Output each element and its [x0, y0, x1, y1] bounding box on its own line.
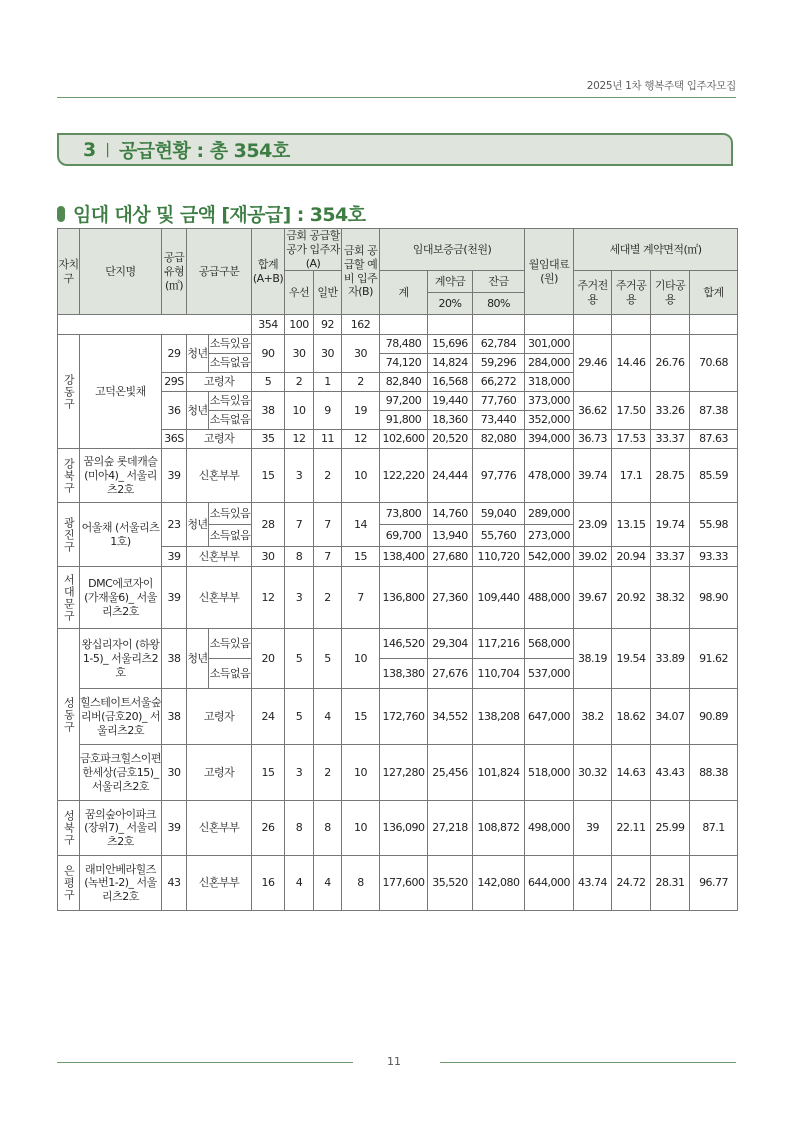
- header-gu: 자치구: [58, 229, 80, 315]
- section-separator: |: [105, 141, 110, 158]
- header-area-private: 주거전용: [574, 271, 612, 315]
- header-area-group: 세대별 계약면적(㎡): [574, 229, 738, 271]
- table-row: 강동구 고덕온빛채 29 청년 소득있음 90 30 30 30 78,480 15,696 62,784 301,000 29.46 14.46 26.76 70.68: [58, 335, 738, 354]
- footer-rule-left: [57, 1062, 353, 1063]
- table-row: 힐스테이트서울숲 리버(금호20)_ 서울리츠2호 38 고령자 24 5 4 15 172,760 34,552 138,208 647,000 38.2 18.62 34.07 90.89: [58, 689, 738, 745]
- table-row: 소득없음 91,800 18,360 73,440 352,000: [58, 411, 738, 430]
- table-row: 성북구 꿈의숲아이파크 (장위7)_ 서울리츠2호 39 신혼부부 26 8 8 10 136,090 27,218 108,872 498,000 39 22.11 25.99 87.1: [58, 801, 738, 856]
- table-row: 29S 고령자 5 2 1 2 82,840 16,568 66,272 318,000: [58, 373, 738, 392]
- running-head: 2025년 1차 행복주택 입주자모집: [586, 80, 736, 92]
- section-number: 3: [83, 138, 97, 161]
- subheading: [57, 200, 365, 227]
- table-row: 강북구 꿈의숲 롯데캐슬 (미아4)_ 서울리츠2호 39 신혼부부 15 3 2 10 122,220 24,444 97,776 478,000 39.74 17.1 28.75 85.59: [58, 449, 738, 503]
- header-area-total: 합계: [690, 271, 738, 315]
- table-row: 36 청년 소득있음 38 10 9 19 97,200 19,440 77,760 373,000 36.62 17.50 33.26 87.38: [58, 392, 738, 411]
- header-deposit-balance: 잔금: [473, 271, 525, 293]
- header-rent: 월임대료(원): [525, 229, 574, 315]
- header-a-general: 일반: [314, 271, 342, 315]
- header-deposit-contract: 계약금: [428, 271, 473, 293]
- header-total: 합계(A+B): [252, 229, 285, 315]
- section-title: 공급현황 : 총 354호: [118, 140, 290, 162]
- footer-rule-right: [440, 1062, 736, 1063]
- header-b: 금회 공급할 예비 입주자(B): [342, 229, 380, 315]
- section-title-bar: [57, 133, 733, 166]
- page-number: 11: [387, 1055, 401, 1068]
- header-deposit-group: 임대보증금(천원): [380, 229, 525, 271]
- subheading-text: 임대 대상 및 금액 [재공급] : 354호: [73, 204, 366, 226]
- header-a-priority: 우선: [285, 271, 314, 315]
- bullet-icon: [57, 206, 65, 222]
- table-row: 광진구 어울채 (서울리츠1호) 23 청년 소득있음 28 7 7 14 73,800 14,760 59,040 289,000 23.09 13.15 19.74 55.98: [58, 503, 738, 525]
- table-row: 성동구 왕십리자이 (하왕1-5)_ 서울리츠2호 38 청년 소득있음 20 5 5 10 146,520 29,304 117,216 568,000 38.19 19.54 33.89 91.62: [58, 629, 738, 659]
- header-complex: 단지명: [80, 229, 162, 315]
- supply-table: [57, 228, 738, 911]
- table-row: 금호파크힐스이편 한세상(금호15)_ 서울리츠2호 30 고령자 15 3 2 10 127,280 25,456 101,824 518,000 30.32 14.63 43.43 88.38: [58, 745, 738, 801]
- header-balance-pct: 80%: [473, 293, 525, 315]
- header-deposit-total: 계: [380, 271, 428, 315]
- header-a-group: 금회 공급할 공가 입주자(A): [286, 229, 340, 270]
- header-area-other: 기타공용: [651, 271, 690, 315]
- table-row: 은평구 래미안베라힐즈 (녹번1-2)_ 서울리츠2호 43 신혼부부 16 4 4 8 177,600 35,520 142,080 644,000 43.74 24.72 28.31 96.77: [58, 856, 738, 911]
- table-row: 소득없음 138,380 27,676 110,704 537,000: [58, 659, 738, 689]
- table-row: 36S 고령자 35 12 11 12 102,600 20,520 82,080 394,000 36.73 17.53 33.37 87.63: [58, 430, 738, 449]
- header-category: 공급구분: [187, 229, 252, 315]
- header-area-common: 주거공용: [612, 271, 651, 315]
- table-row: 서대문구 DMC에코자이 (가재울6)_ 서울리츠2호 39 신혼부부 12 3 2 7 136,800 27,360 109,440 488,000 39.67 20.92 38.32 98.90: [58, 567, 738, 629]
- table-row: 소득없음 69,700 13,940 55,760 273,000: [58, 525, 738, 547]
- header-rule: [57, 97, 736, 98]
- header-contract-pct: 20%: [428, 293, 473, 315]
- header-type: 공급유형(㎡): [162, 229, 187, 315]
- table-row: 39 신혼부부 30 8 7 15 138,400 27,680 110,720 542,000 39.02 20.94 33.37 93.33: [58, 547, 738, 567]
- table-row: 소득없음 74,120 14,824 59,296 284,000: [58, 354, 738, 373]
- totals-row: 354 100 92 162: [58, 315, 738, 335]
